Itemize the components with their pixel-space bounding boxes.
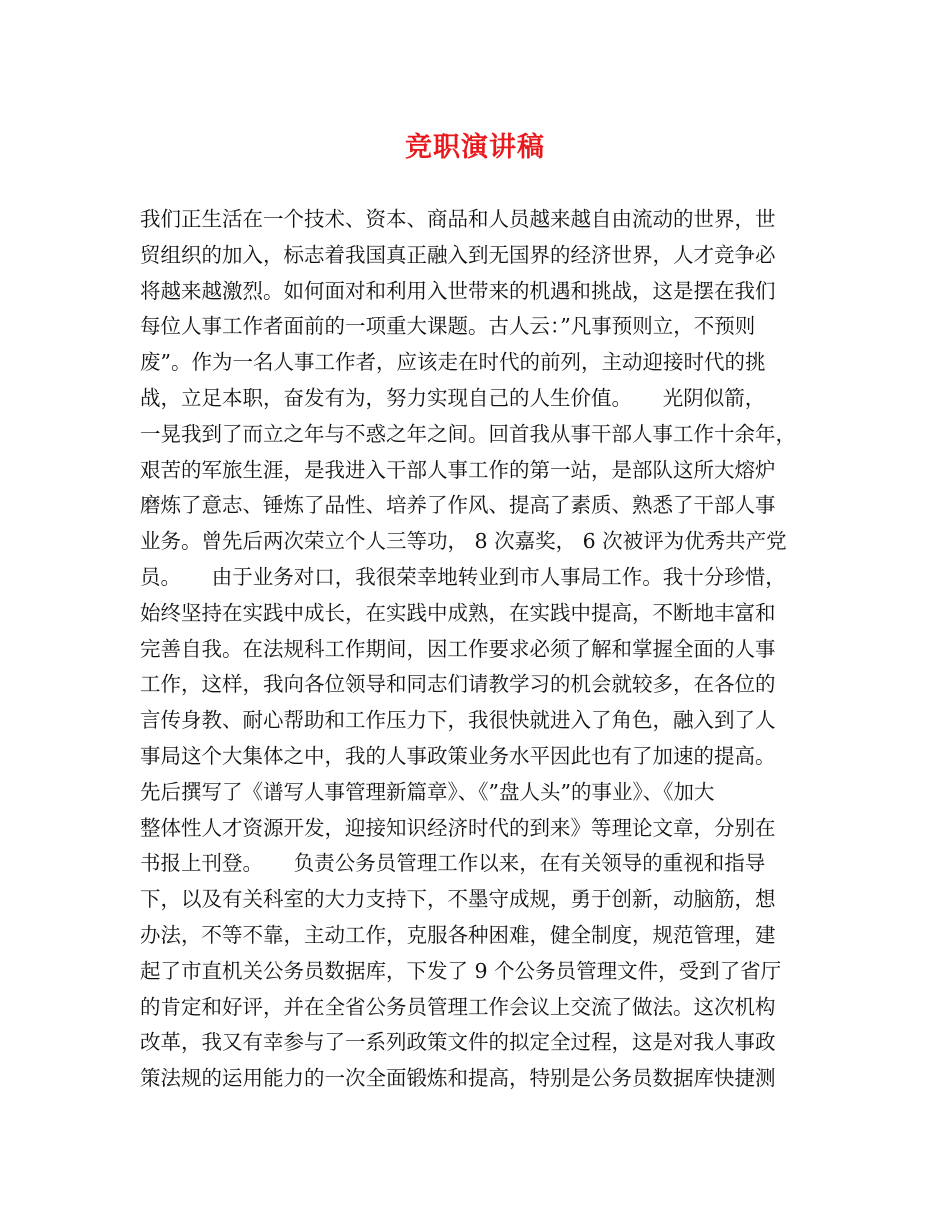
body-line: 先后撰写了《谱写人事管理新篇章》、《”盘人头”的事业》、《加大 [140, 779, 715, 804]
body-line: 每位人事工作者面前的一项重大课题。古人云：”凡事预则立，不预则 [140, 314, 756, 339]
body-line: 事局这个大集体之中，我的人事政策业务水平因此也有了加速的提高。 [140, 743, 776, 768]
body-line: 言传身教、耐心帮助和工作压力下，我很快就进入了角色，融入到了人 [140, 708, 776, 733]
body-line: 完善自我。在法规科工作期间，因工作要求必须了解和掌握全面的人事 [140, 636, 776, 661]
body-line: 整体性人才资源开发，迎接知识经济时代的到来》等理论文章，分别在 [140, 815, 776, 840]
body-line: 员。 由于业务对口，我很荣幸地转业到市人事局工作。我十分珍惜， [140, 564, 786, 589]
body-line: 下，以及有关科室的大力支持下，不墨守成规，勇于创新，动脑筋，想 [140, 887, 776, 912]
body-line: 书报上刊登。 负责公务员管理工作以来，在有关领导的重视和指导 [140, 851, 766, 876]
body-line: 策法规的运用能力的一次全面锻炼和提高，特别是公务员数据库快捷测 [140, 1066, 776, 1091]
body-line: 将越来越激烈。如何面对和利用入世带来的机遇和挑战，这是摆在我们 [140, 278, 776, 303]
body-line: 一晃我到了而立之年与不惑之年之间。回首我从事干部人事工作十余年， [140, 421, 796, 446]
body-line: 办法，不等不靠，主动工作，克服各种困难，健全制度，规范管理，建 [140, 922, 776, 947]
body-line: 起了市直机关公务员数据库，下发了 9 个公务员管理文件，受到了省厅 [140, 958, 782, 983]
body-line: 贸组织的加入，标志着我国真正融入到无国界的经济世界，人才竞争必 [140, 242, 776, 267]
body-line: 战，立足本职，奋发有为，努力实现自己的人生价值。 光阴似箭， [140, 385, 766, 410]
body-line: 始终坚持在实践中成长，在实践中成熟，在实践中提高，不断地丰富和 [140, 600, 776, 625]
document-title: 竞职演讲稿 [405, 132, 545, 163]
body-line: 废”。作为一名人事工作者，应该走在时代的前列，主动迎接时代的挑 [140, 350, 766, 375]
body-line: 的肯定和好评，并在全省公务员管理工作会议上交流了做法。这次机构 [140, 994, 776, 1019]
document-body [140, 202, 820, 1097]
body-line: 工作，这样，我向各位领导和同志们请教学习的机会就较多，在各位的 [140, 672, 776, 697]
body-line: 磨炼了意志、锤炼了品性、培养了作风、提高了素质、熟悉了干部人事 [140, 493, 776, 518]
body-line: 改革，我又有幸参与了一系列政策文件的拟定全过程，这是对我人事政 [140, 1030, 776, 1055]
body-line: 业务。曾先后两次荣立个人三等功， 8 次嘉奖， 6 次被评为优秀共产党 [140, 529, 787, 554]
body-line: 我们正生活在一个技术、资本、商品和人员越来越自由流动的世界，世 [140, 207, 776, 231]
body-line: 艰苦的军旅生涯，是我进入干部人事工作的第一站，是部队这所大熔炉 [140, 457, 776, 482]
